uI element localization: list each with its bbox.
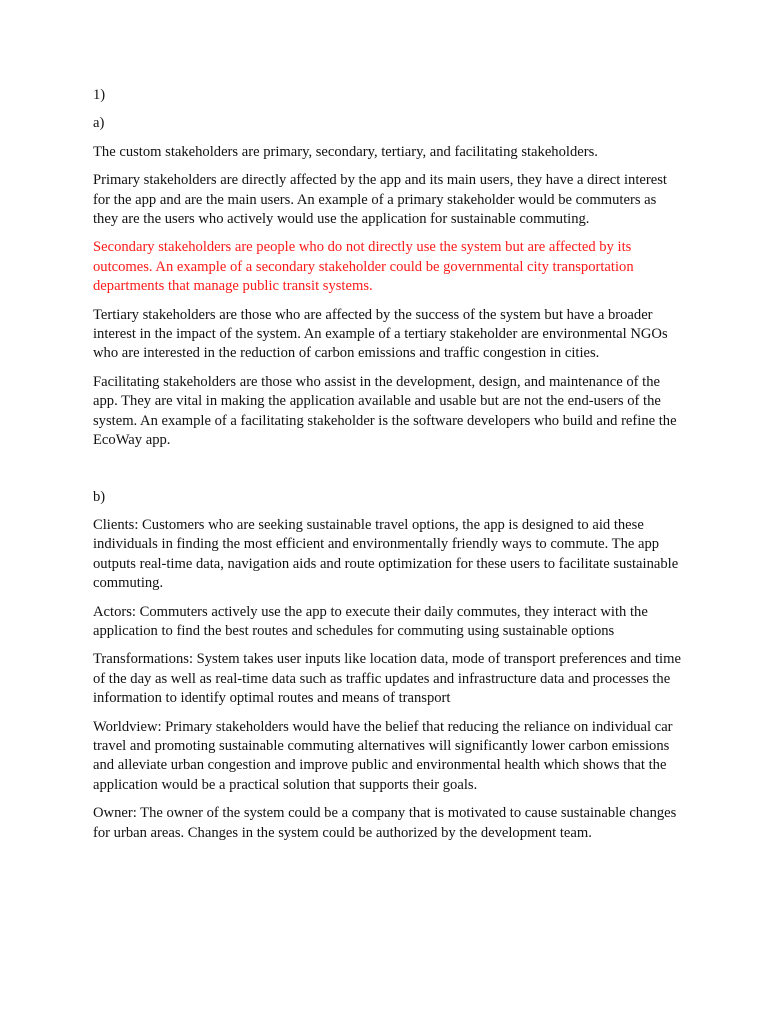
question-number: 1) [93, 87, 106, 103]
primary-stakeholders-paragraph: Primary stakeholders are directly affected by the app and its main users, they have a direct interest for the app and are the main users. An example of a primary stakeholder would be commuters as they are the users who actively would use the application for sustainable commuting. [93, 172, 667, 228]
clients-paragraph: Clients: Customers who are seeking sustainable travel options, the app is designed to aid these individuals in finding the most efficient and environmentally friendly ways to commute. The app outputs real-time data, navigation aids and route optimization for these users to facilitate sustainable commuting. [93, 516, 679, 592]
worldview-paragraph: Worldview: Primary stakeholders would have the belief that reducing the reliance on individual car travel and promoting sustainable commuting alternatives will significantly lower carbon emissions and alleviate urban congestion and improve public and environmental health which shows that the application would be a practical solution that supports their goals. [93, 718, 673, 793]
actors-paragraph: Actors: Commuters actively use the app to execute their daily commutes, they interact with the application to find the best routes and schedules for commuting using sustainable options [93, 603, 648, 639]
secondary-stakeholders-paragraph: Secondary stakeholders are people who do not directly use the system but are affected by its outcomes. An example of a secondary stakeholder could be governmental city transportation departments that manage public transit systems. [93, 239, 634, 295]
section-spacer [93, 460, 683, 488]
stakeholders-intro-paragraph: The custom stakeholders are primary, secondary, tertiary, and facilitating stakeholders. [93, 143, 598, 160]
facilitating-stakeholders-paragraph: Facilitating stakeholders are those who assist in the development, design, and maintenance of the app. They are vital in making the application available and usable but are not the end-users of the system. An example of a facilitating stakeholder is the software developers who build and refine the EcoWay app. [93, 373, 677, 449]
part-a-label: a) [93, 115, 105, 132]
transformations-paragraph: Transformations: System takes user inputs like location data, mode of transport preferences and time of the day as well as real-time data such as traffic updates and infrastructure data and processes the information to identify optimal routes and means of transport [93, 651, 681, 707]
owner-paragraph: Owner: The owner of the system could be a company that is motivated to cause sustainable changes for urban areas. Changes in the system could be authorized by the development team. [93, 805, 677, 841]
part-b-label: b) [93, 488, 106, 505]
tertiary-stakeholders-paragraph: Tertiary stakeholders are those who are affected by the success of the system but have a broader interest in the impact of the system. An example of a tertiary stakeholder are environmental NGOs who are interested in the reduction of carbon emissions and traffic congestion in cities. [93, 306, 668, 362]
document-body [93, 86, 683, 852]
